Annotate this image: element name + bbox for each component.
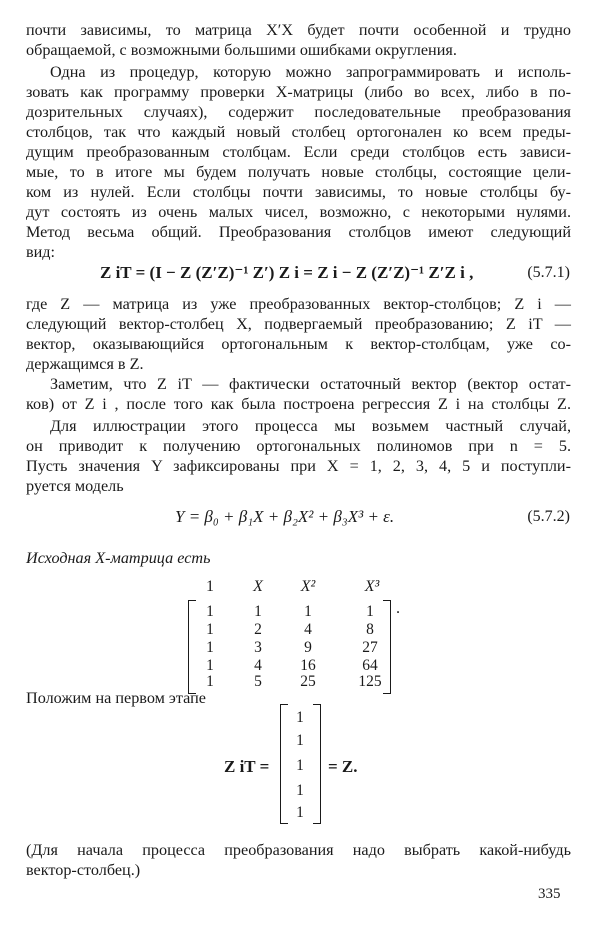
paragraph-5-line-2: он приводит к получению ортогональных полиномов при n = 5. [26, 437, 571, 455]
paragraph-2-line-3: дозрительных случаях), содержит последовательные преобразования [26, 103, 571, 121]
z-vector-cell: 1 [296, 782, 304, 799]
x-matrix-cell: 1 [206, 621, 214, 638]
x-matrix-header-1: 1 [206, 578, 214, 595]
x-matrix-cell: 64 [362, 657, 378, 674]
z-vector-cell: 1 [296, 732, 304, 749]
x-matrix-header-x3: X³ [364, 578, 380, 595]
z-vector-cell: 1 [296, 804, 304, 821]
x-matrix-cell: 1 [366, 603, 374, 620]
x-matrix-cell: 1 [206, 603, 214, 620]
x-matrix-cell: 1 [206, 639, 214, 656]
equation-5-7-2-number: (5.7.2) [527, 508, 570, 525]
x-matrix-cell: 27 [362, 639, 378, 656]
paragraph-3-line-1: где Z — матрица из уже преобразованных вектор-столбцов; Z i — [26, 295, 571, 313]
paragraph-2-line-6: мые, то в итоге мы будем получать новые столбцы, состоящие цели- [26, 163, 571, 181]
paragraph-3-line-3: вектор, оказывающийся ортогональным к вектор-столбцам, уже со- [26, 335, 571, 353]
x-matrix-cell: 4 [254, 657, 262, 674]
paragraph-5-line-3: Пусть значения Y зафиксированы при X = 1, 2, 3, 4, 5 и поступли- [26, 457, 571, 475]
paragraph-2-line-2: зовать как программу проверки X-матрицы (либо во всех, либо в по- [26, 83, 571, 101]
z-vector-rhs: = Z. [328, 757, 358, 776]
z-vector-lhs: Z iT = [224, 757, 270, 776]
paragraph-3-line-4: держащимся в Z. [26, 355, 144, 373]
paragraph-4-line-2: ков) от Z i , после того как была построена регрессия Z i на столбцы Z. [26, 395, 571, 413]
paragraph-1-line-2: обращаемой, с возможными большими ошибками округления. [26, 41, 457, 59]
paragraph-2-line-9: Метод весьма общий. Преобразования столбцов имеют следующий [26, 223, 571, 241]
x-matrix-cell: 4 [304, 621, 312, 638]
x-matrix-cell: 5 [254, 673, 262, 690]
closing-paragraph-line-2: вектор-столбец.) [26, 861, 141, 879]
first-step-intro: Положим на первом этапе [26, 689, 206, 707]
x-matrix-cell: 125 [358, 673, 382, 690]
z-vector-cell: 1 [296, 757, 304, 774]
equation-5-7-2: Y = β₀ + β₁X + β₂X² + β₃X³ + ε. [175, 507, 395, 526]
closing-paragraph-line-1: (Для начала процесса преобразования надо выбрать какой-нибудь [26, 841, 571, 859]
x-matrix-cell: 9 [304, 639, 312, 656]
equation-5-7-1: Z iT = (I − Z (Z′Z)⁻¹ Z′) Z i = Z i − Z (Z′Z)⁻¹ Z′Z i , [100, 263, 474, 282]
equation-5-7-1-number: (5.7.1) [527, 264, 570, 281]
paragraph-2-line-10: вид: [26, 243, 56, 261]
x-matrix-cell: 1 [254, 603, 262, 620]
paragraph-4-line-1: Заметим, что Z iT — фактически остаточный вектор (вектор остат- [50, 375, 571, 393]
z-vector-cell: 1 [296, 709, 304, 726]
x-matrix-cell: 25 [300, 673, 316, 690]
x-matrix-cell: 16 [300, 657, 316, 674]
paragraph-5-line-1: Для иллюстрации этого процесса мы возьмем частный случай, [50, 417, 571, 435]
x-matrix-period: . [396, 599, 401, 617]
x-matrix-intro: Исходная X-матрица есть [26, 549, 211, 567]
x-matrix-cell: 3 [254, 639, 262, 656]
x-matrix-cell: 1 [206, 657, 214, 674]
x-matrix-cell: 8 [366, 621, 374, 638]
paragraph-2-line-7: ком из нулей. Если столбцы почти зависимы, то новые столбцы бу- [26, 183, 571, 201]
x-matrix-cell: 1 [304, 603, 312, 620]
paragraph-2-line-8: дут состоять из очень малых чисел, возможно, с некоторыми нулями. [26, 203, 571, 221]
x-matrix-cell: 2 [254, 621, 262, 638]
paragraph-1-line-1: почти зависимы, то матрица X′X будет почти особенной и трудно [26, 21, 571, 39]
paragraph-3-line-2: следующий вектор-столбец X, подвергаемый преобразованию; Z iT — [26, 315, 571, 333]
page-number: 335 [538, 886, 561, 902]
x-matrix-header-x: X [253, 578, 263, 595]
paragraph-5-line-4: руется модель [26, 477, 124, 495]
paragraph-2-line-5: дущим преобразованным столбцам. Если среди столбцов есть зависи- [26, 143, 571, 161]
x-matrix-cell: 1 [206, 673, 214, 690]
paragraph-2-line-4: столбцов, так что каждый новый столбец ортогонален ко всем преды- [26, 123, 571, 141]
x-matrix-header-x2: X² [300, 578, 316, 595]
paragraph-2-line-1: Одна из процедур, которую можно запрограммировать и исполь- [50, 63, 571, 81]
